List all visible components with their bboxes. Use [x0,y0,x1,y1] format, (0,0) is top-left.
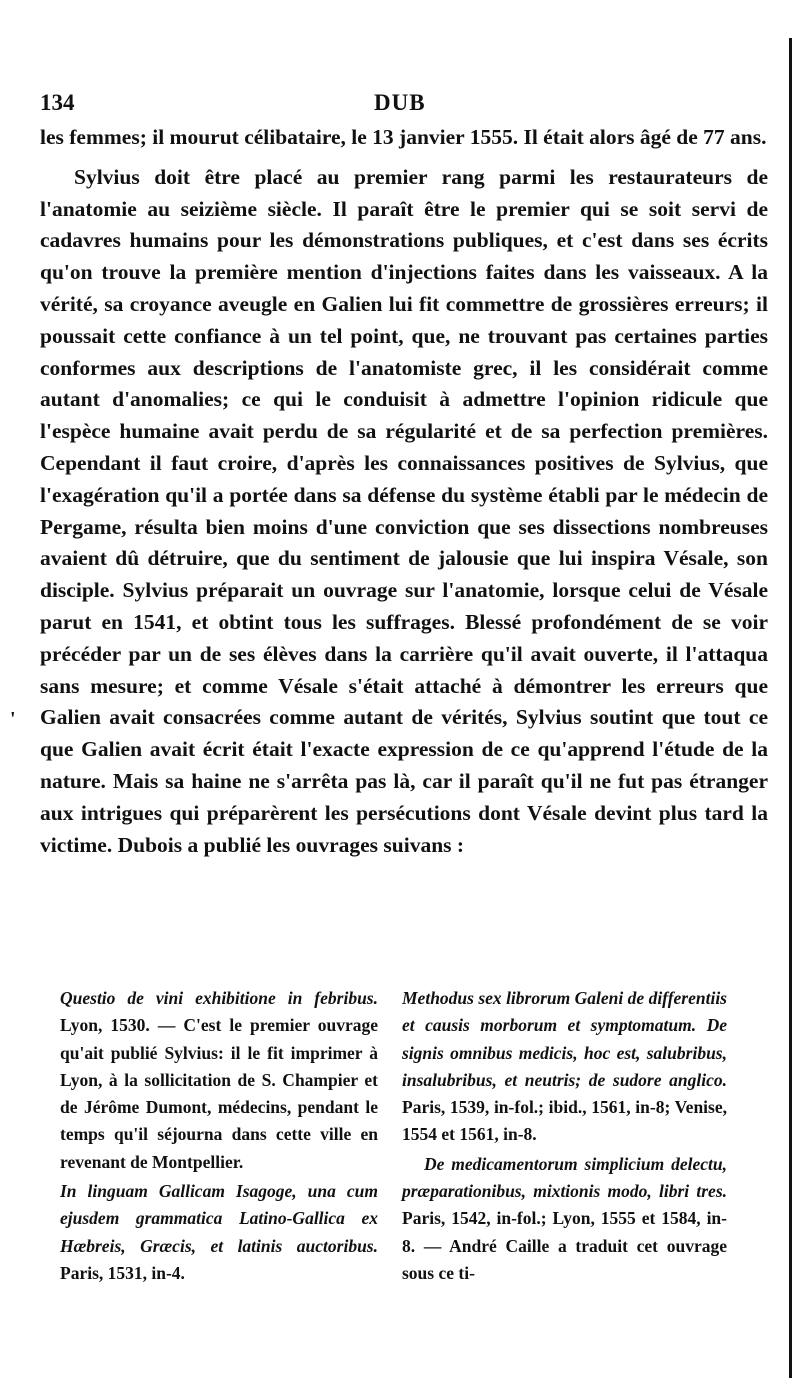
entry-title: Questio de vini exhibitione in febribus. [60,988,378,1008]
entry-text: Lyon, 1530. — C'est le premier ouvrage qu'ait publié Sylvius: il le fit imprimer à Lyon, à la sollicitation de S. Champier et de Jérôme Dumont, médecins, pendant le temps qu'il séjourna dans cette ville en revenant de Montpellier. [60,1015,378,1172]
page-number: 134 [40,90,75,115]
bibliography-columns [60,985,770,1315]
bibliography-entry [402,985,727,1149]
bibliography-left-column [60,985,378,1287]
entry-text: Paris, 1542, in-fol.; Lyon, 1555 et 1584, in-8. — André Caille a traduit cet ouvrage sous ce ti- [402,1208,727,1283]
running-head: DUB [374,90,426,115]
entry-title: In linguam Gallicam Isagoge, una cum ejusdem grammatica Latino-Gallica ex Hæbreis, Græcis, et latinis auctoribus. [60,1181,378,1256]
entry-title: Methodus sex librorum Galeni de differentiis et causis morborum et symptomatum. De signis omnibus medicis, hoc est, salubribus, insalubribus, et neutris; de sudore anglico. [402,988,727,1090]
bibliography-entry [60,1178,378,1287]
paragraph-continuation: les femmes; il mourut célibataire, le 13 janvier 1555. Il était alors âgé de 77 ans. [40,125,767,149]
paragraph-sylvius: Sylvius doit être placé au premier rang parmi les restaurateurs de l'anatomie au seizième siècle. Il paraît être le premier qui se soit servi de cadavres humains pour les démonstrations publiques, et c'est dans ses écrits qu'on trouve la première mention d'injections faites dans les vaisseaux. A la vérité, sa croyance aveugle en Galien lui fit commettre de grossières erreurs; il poussait cette confiance à un tel point, que, ne trouvant pas certaines parties conformes aux descriptions de l'anatomiste grec, il les considérait comme autant d'anomalies; ce qui le conduisit à admettre l'opinion ridicule que l'espèce humaine avait perdu de sa régularité et de sa perfection premières. Cependant il faut croire, d'après les connaissances positives de Sylvius, que l'exagération qu'il a portée dans sa défense du système établi par le médecin de Pergame, résulta bien moins d'une conviction que ses dissections nombreuses avaient dû détruire, que du sentiment de jalousie que lui inspira Vésale, son disciple. Sylvius préparait un ouvrage sur l'anatomie, lorsque celui de Vésale parut en 1541, et obtint tous les suffrages. Blessé profondément de se voir précéder par un de ses élèves dans la carrière qu'il avait ouverte, il l'attaqua sans mesure; et comme Vésale s'était attaché à démontrer les erreurs que Galien avait consacrées comme autant de vérités, Sylvius soutint que tout ce que Galien avait écrit était l'exacte expression de ce qu'apprend l'étude de la nature. Mais sa haine ne s'arrêta pas là, car il paraît qu'il ne fut pas étranger aux intrigues qui préparèrent les persécutions dont Vésale devint plus tard la victime. Dubois a publié les ouvrages suivans : [40,164,768,857]
main-text [40,122,768,861]
entry-text: Paris, 1539, in-fol.; ibid., 1561, in-8; Venise, 1554 et 1561, in-8. [402,1097,727,1145]
entry-text: Paris, 1531, in-4. [60,1262,185,1283]
bibliography-right-column [402,985,727,1287]
margin-mark: ' [10,708,16,730]
entry-title: De medicamentorum simplicium delectu, præparationibus, mixtionis modo, libri tres. [402,1153,727,1202]
page-edge-rule [789,38,792,1378]
bibliography-entry [60,985,378,1176]
bibliography-entry [402,1151,727,1287]
